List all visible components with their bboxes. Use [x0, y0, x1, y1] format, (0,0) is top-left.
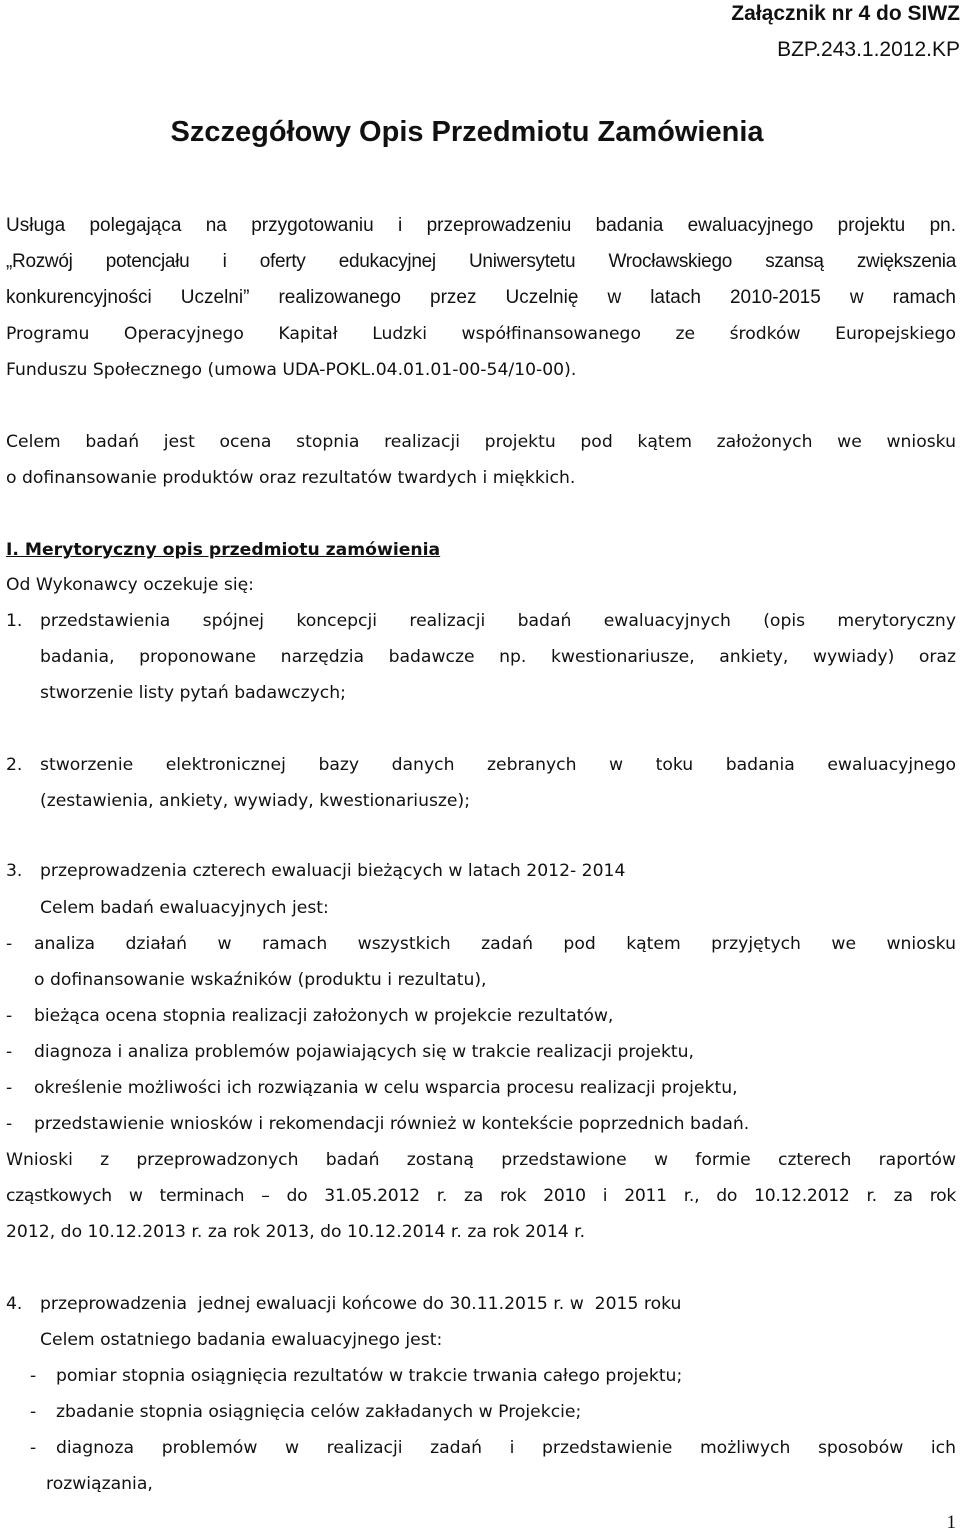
attachment-label: Załącznik nr 4 do SIWZ	[731, 2, 960, 25]
bullet-item: diagnoza problemów w realizacji zadań i przedstawienie możliwych sposobów ich	[56, 1438, 956, 1458]
bullet-dash: -	[30, 1366, 37, 1386]
bullet-dash: -	[6, 1042, 13, 1062]
item-title: przeprowadzenia jednej ewaluacji końcowe do 30.11.2015 r. w 2015 roku	[40, 1294, 682, 1314]
item-title: przeprowadzenia czterech ewaluacji bieżących w latach 2012- 2014	[40, 861, 626, 881]
item-line: badania, proponowane narzędzia badawcze np. kwestionariusze, ankiety, wywiady) oraz	[40, 647, 956, 667]
section-lead: Od Wykonawcy oczekuje się:	[6, 575, 254, 595]
bullet-dash: -	[6, 934, 13, 954]
item-subheading: Celem badań ewaluacyjnych jest:	[40, 898, 329, 918]
bullet-item-continued: o dofinansowanie wskaźników (produktu i rezultatu),	[34, 970, 487, 990]
bullet-item-continued: rozwiązania,	[46, 1474, 153, 1494]
reference-number: BZP.243.1.2012.KP	[777, 38, 960, 61]
bullet-dash: -	[30, 1438, 37, 1458]
item-line: stworzenie listy pytań badawczych;	[40, 683, 346, 703]
bullet-item: pomiar stopnia osiągnięcia rezultatów w trakcie trwania całego projektu;	[56, 1366, 683, 1386]
item-number: 3.	[6, 861, 23, 881]
goal-line: Celem badań jest ocena stopnia realizacji projektu pod kątem założonych we wniosku	[6, 432, 956, 452]
item-line: stworzenie elektronicznej bazy danych zebranych w toku badania ewaluacyjnego	[40, 755, 956, 775]
conclusion-line: cząstkowych w terminach – do 31.05.2012 r. za rok 2010 i 2011 r., do 10.12.2012 r. za rok	[6, 1186, 956, 1206]
intro-line: Usługa polegająca na przygotowaniu i przeprowadzeniu badania ewaluacyjnego projektu pn.	[6, 215, 956, 236]
bullet-item: przedstawienie wniosków i rekomendacji również w kontekście poprzednich badań.	[34, 1114, 750, 1134]
bullet-dash: -	[6, 1078, 13, 1098]
conclusion-line: 2012, do 10.12.2013 r. za rok 2013, do 10.12.2014 r. za rok 2014 r.	[6, 1222, 586, 1242]
item-number: 1.	[6, 611, 23, 631]
bullet-item: bieżąca ocena stopnia realizacji założonych w projekcie rezultatów,	[34, 1006, 614, 1026]
item-line: przedstawienia spójnej koncepcji realizacji badań ewaluacyjnych (opis merytoryczny	[40, 611, 956, 631]
item-number: 2.	[6, 755, 23, 775]
page-title: Szczegółowy Opis Przedmiotu Zamówienia	[170, 116, 764, 148]
item-number: 4.	[6, 1294, 23, 1314]
bullet-item: diagnoza i analiza problemów pojawiających się w trakcie realizacji projektu,	[34, 1042, 695, 1062]
bullet-item: zbadanie stopnia osiągnięcia celów zakładanych w Projekcie;	[56, 1402, 582, 1422]
intro-line: Funduszu Społecznego (umowa UDA-POKL.04.01.01-00-54/10-00).	[6, 360, 577, 380]
bullet-dash: -	[6, 1114, 13, 1134]
bullet-item: analiza działań w ramach wszystkich zadań pod kątem przyjętych we wniosku	[34, 934, 956, 954]
bullet-item: określenie możliwości ich rozwiązania w celu wsparcia procesu realizacji projektu,	[34, 1078, 738, 1098]
section-heading: I. Merytoryczny opis przedmiotu zamówienia	[6, 540, 441, 560]
intro-line: „Rozwój potencjału i oferty edukacyjnej Uniwersytetu Wrocławskiego szansą zwiększenia	[6, 251, 956, 272]
intro-line: konkurencyjności Uczelni” realizowanego przez Uczelnię w latach 2010-2015 w ramach	[6, 287, 956, 308]
page-number: 1	[946, 1512, 956, 1533]
item-subheading: Celem ostatniego badania ewaluacyjnego jest:	[40, 1330, 443, 1350]
goal-line: o dofinansowanie produktów oraz rezultatów twardych i miękkich.	[6, 468, 576, 488]
item-line: (zestawienia, ankiety, wywiady, kwestionariusze);	[40, 791, 471, 811]
bullet-dash: -	[30, 1402, 37, 1422]
intro-line: Programu Operacyjnego Kapitał Ludzki współfinansowanego ze środków Europejskiego	[6, 324, 956, 344]
conclusion-line: Wnioski z przeprowadzonych badań zostaną przedstawione w formie czterech raportów	[6, 1150, 956, 1170]
bullet-dash: -	[6, 1006, 13, 1026]
